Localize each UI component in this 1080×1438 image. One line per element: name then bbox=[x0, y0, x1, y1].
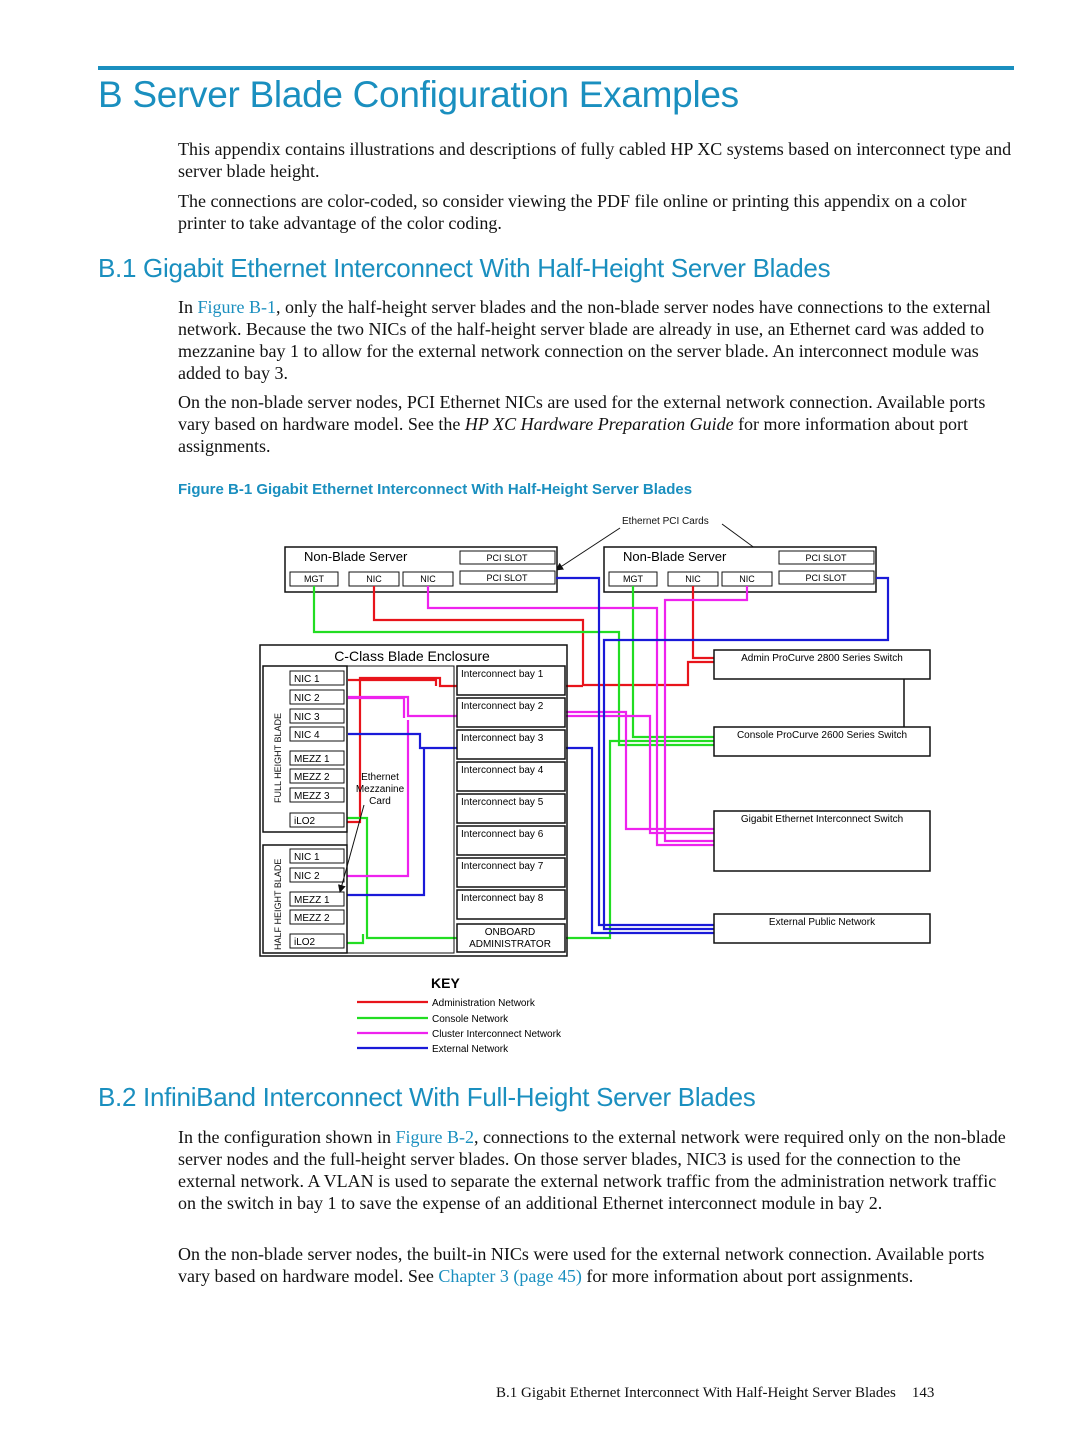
nonblade-server-label: Non-Blade Server bbox=[304, 549, 408, 564]
footer-section-title: B.1 Gigabit Ethernet Interconnect With Half-Height Server Blades bbox=[496, 1385, 896, 1401]
legend-title: KEY bbox=[431, 975, 460, 991]
intro-paragraph-2: The connections are color-coded, so consider viewing the PDF file online or printing this appendix on a color printer to take advantage of the color coding. bbox=[178, 191, 967, 233]
nic-label: NIC bbox=[366, 574, 382, 584]
switches bbox=[714, 650, 930, 943]
interconnect-bay-4: Interconnect bay 4 bbox=[461, 765, 544, 776]
figure-b2-link[interactable]: Figure B-2 bbox=[395, 1127, 474, 1147]
figure-b1-link[interactable]: Figure B-1 bbox=[197, 297, 276, 317]
mezz-card-label: Card bbox=[369, 796, 391, 807]
text: , only the half-height server blades and the non-blade server nodes have connections to the external network. Because the two NICs of the half-height server blade are already in use, an Ethernet card was added to mezzanine bay 1 to allow for the external network connection on the server blade. An interconnect module was added to bay 3. bbox=[178, 297, 991, 383]
text: On the non-blade server nodes, the built-in NICs were used for the external network connection. Available ports vary based on hardware model. See bbox=[178, 1244, 985, 1286]
section-b2-paragraph-1 bbox=[178, 1126, 1018, 1214]
gige-switch-label: Gigabit Ethernet Interconnect Switch bbox=[740, 814, 904, 825]
full-port-nic1: NIC 1 bbox=[294, 674, 320, 685]
console-switch-label: Console ProCurve 2600 Series Switch bbox=[736, 730, 908, 741]
pci-slot-label: PCI SLOT bbox=[805, 573, 847, 583]
figure-caption: Figure B-1 Gigabit Ethernet Interconnect With Half-Height Server Blades bbox=[178, 481, 693, 498]
full-port-nic4: NIC 4 bbox=[294, 730, 320, 741]
nonblade-server-2 bbox=[604, 547, 876, 592]
c-class-blade-enclosure bbox=[260, 645, 567, 956]
half-port-nic1: NIC 1 bbox=[294, 852, 320, 863]
text: In bbox=[178, 297, 198, 317]
half-height-blade-label: HALF HEIGHT BLADE bbox=[273, 858, 283, 950]
interconnect-bay-2: Interconnect bay 2 bbox=[461, 701, 544, 712]
full-port-mezz2: MEZZ 2 bbox=[294, 772, 330, 783]
section-b2-paragraph-2 bbox=[178, 1243, 1018, 1287]
external-network-label: External Public Network bbox=[768, 917, 876, 928]
pci-slot-label: PCI SLOT bbox=[486, 573, 528, 583]
nonblade-server-1 bbox=[285, 547, 557, 592]
nonblade-server-label: Non-Blade Server bbox=[623, 549, 727, 564]
legend-cluster-network: Cluster Interconnect Network bbox=[432, 1029, 561, 1040]
interconnect-bay-3: Interconnect bay 3 bbox=[461, 733, 544, 744]
text: , connections to the external network were required only on the non-blade server nodes and the full-height server blades. On those server blades, NIC3 is used for the connection to the external network. A VLAN is used to separate the external network traffic from the administration network traffic on the switch in bay 1 to save the expense of an additional Ethernet interconnect module in bay 2. bbox=[178, 1127, 1006, 1213]
full-port-ilo2: iLO2 bbox=[294, 816, 316, 827]
legend bbox=[357, 975, 562, 1055]
section-b1-heading: B.1 Gigabit Ethernet Interconnect With Half-Height Server Blades bbox=[98, 253, 831, 283]
full-port-nic2: NIC 2 bbox=[294, 693, 320, 704]
nic-label: NIC bbox=[739, 574, 755, 584]
full-port-nic3: NIC 3 bbox=[294, 712, 320, 723]
page-number: 143 bbox=[911, 1385, 935, 1401]
text: On the non-blade server nodes, PCI Ethernet NICs are used for the external network connection. Available ports vary based on hardware model. See the bbox=[178, 392, 986, 434]
text: for more information about port assignments. bbox=[581, 1266, 914, 1286]
onboard-admin-label: ADMINISTRATOR bbox=[469, 939, 551, 950]
full-height-blade-label: FULL HEIGHT BLADE bbox=[273, 712, 283, 803]
half-port-mezz2: MEZZ 2 bbox=[294, 913, 330, 924]
half-port-nic2: NIC 2 bbox=[294, 871, 320, 882]
legend-external-network: External Network bbox=[432, 1044, 509, 1055]
full-port-mezz3: MEZZ 3 bbox=[294, 791, 330, 802]
admin-switch-label: Admin ProCurve 2800 Series Switch bbox=[741, 653, 903, 664]
nic-label: NIC bbox=[685, 574, 701, 584]
mezz-card-label: Ethernet bbox=[361, 772, 399, 783]
pci-slot-label: PCI SLOT bbox=[805, 553, 847, 563]
interconnect-bay-1: Interconnect bay 1 bbox=[461, 669, 544, 680]
guide-title: HP XC Hardware Preparation Guide bbox=[464, 414, 734, 434]
section-b2-heading: B.2 InfiniBand Interconnect With Full-Height Server Blades bbox=[98, 1082, 756, 1112]
page-footer bbox=[496, 1385, 934, 1402]
mezz-card-label: Mezzanine bbox=[355, 784, 405, 795]
page-title: B Server Blade Configuration Examples bbox=[98, 74, 739, 115]
text: for more information about port assignments. bbox=[178, 414, 969, 456]
chapter-3-link[interactable]: Chapter 3 (page 45) bbox=[438, 1266, 582, 1286]
full-port-mezz1: MEZZ 1 bbox=[294, 754, 330, 765]
interconnect-bay-8: Interconnect bay 8 bbox=[461, 893, 544, 904]
interconnect-bay-6: Interconnect bay 6 bbox=[461, 829, 544, 840]
text: In the configuration shown in bbox=[178, 1127, 396, 1147]
legend-console-network: Console Network bbox=[432, 1014, 509, 1025]
legend-admin-network: Administration Network bbox=[432, 998, 535, 1009]
onboard-admin-label: ONBOARD bbox=[484, 927, 536, 938]
nic-label: NIC bbox=[420, 574, 436, 584]
pci-slot-label: PCI SLOT bbox=[486, 553, 528, 563]
mgt-label: MGT bbox=[623, 574, 643, 584]
mgt-label: MGT bbox=[304, 574, 324, 584]
intro-paragraph-1: This appendix contains illustrations and descriptions of fully cabled HP XC systems based on interconnect type and server blade height. bbox=[178, 139, 1012, 181]
half-port-ilo2: iLO2 bbox=[294, 937, 316, 948]
half-port-mezz1: MEZZ 1 bbox=[294, 895, 330, 906]
ethernet-pci-cards-label: Ethernet PCI Cards bbox=[622, 516, 709, 527]
enclosure-title: C-Class Blade Enclosure bbox=[334, 648, 490, 664]
interconnect-bay-5: Interconnect bay 5 bbox=[461, 797, 544, 808]
interconnect-bay-7: Interconnect bay 7 bbox=[461, 861, 544, 872]
